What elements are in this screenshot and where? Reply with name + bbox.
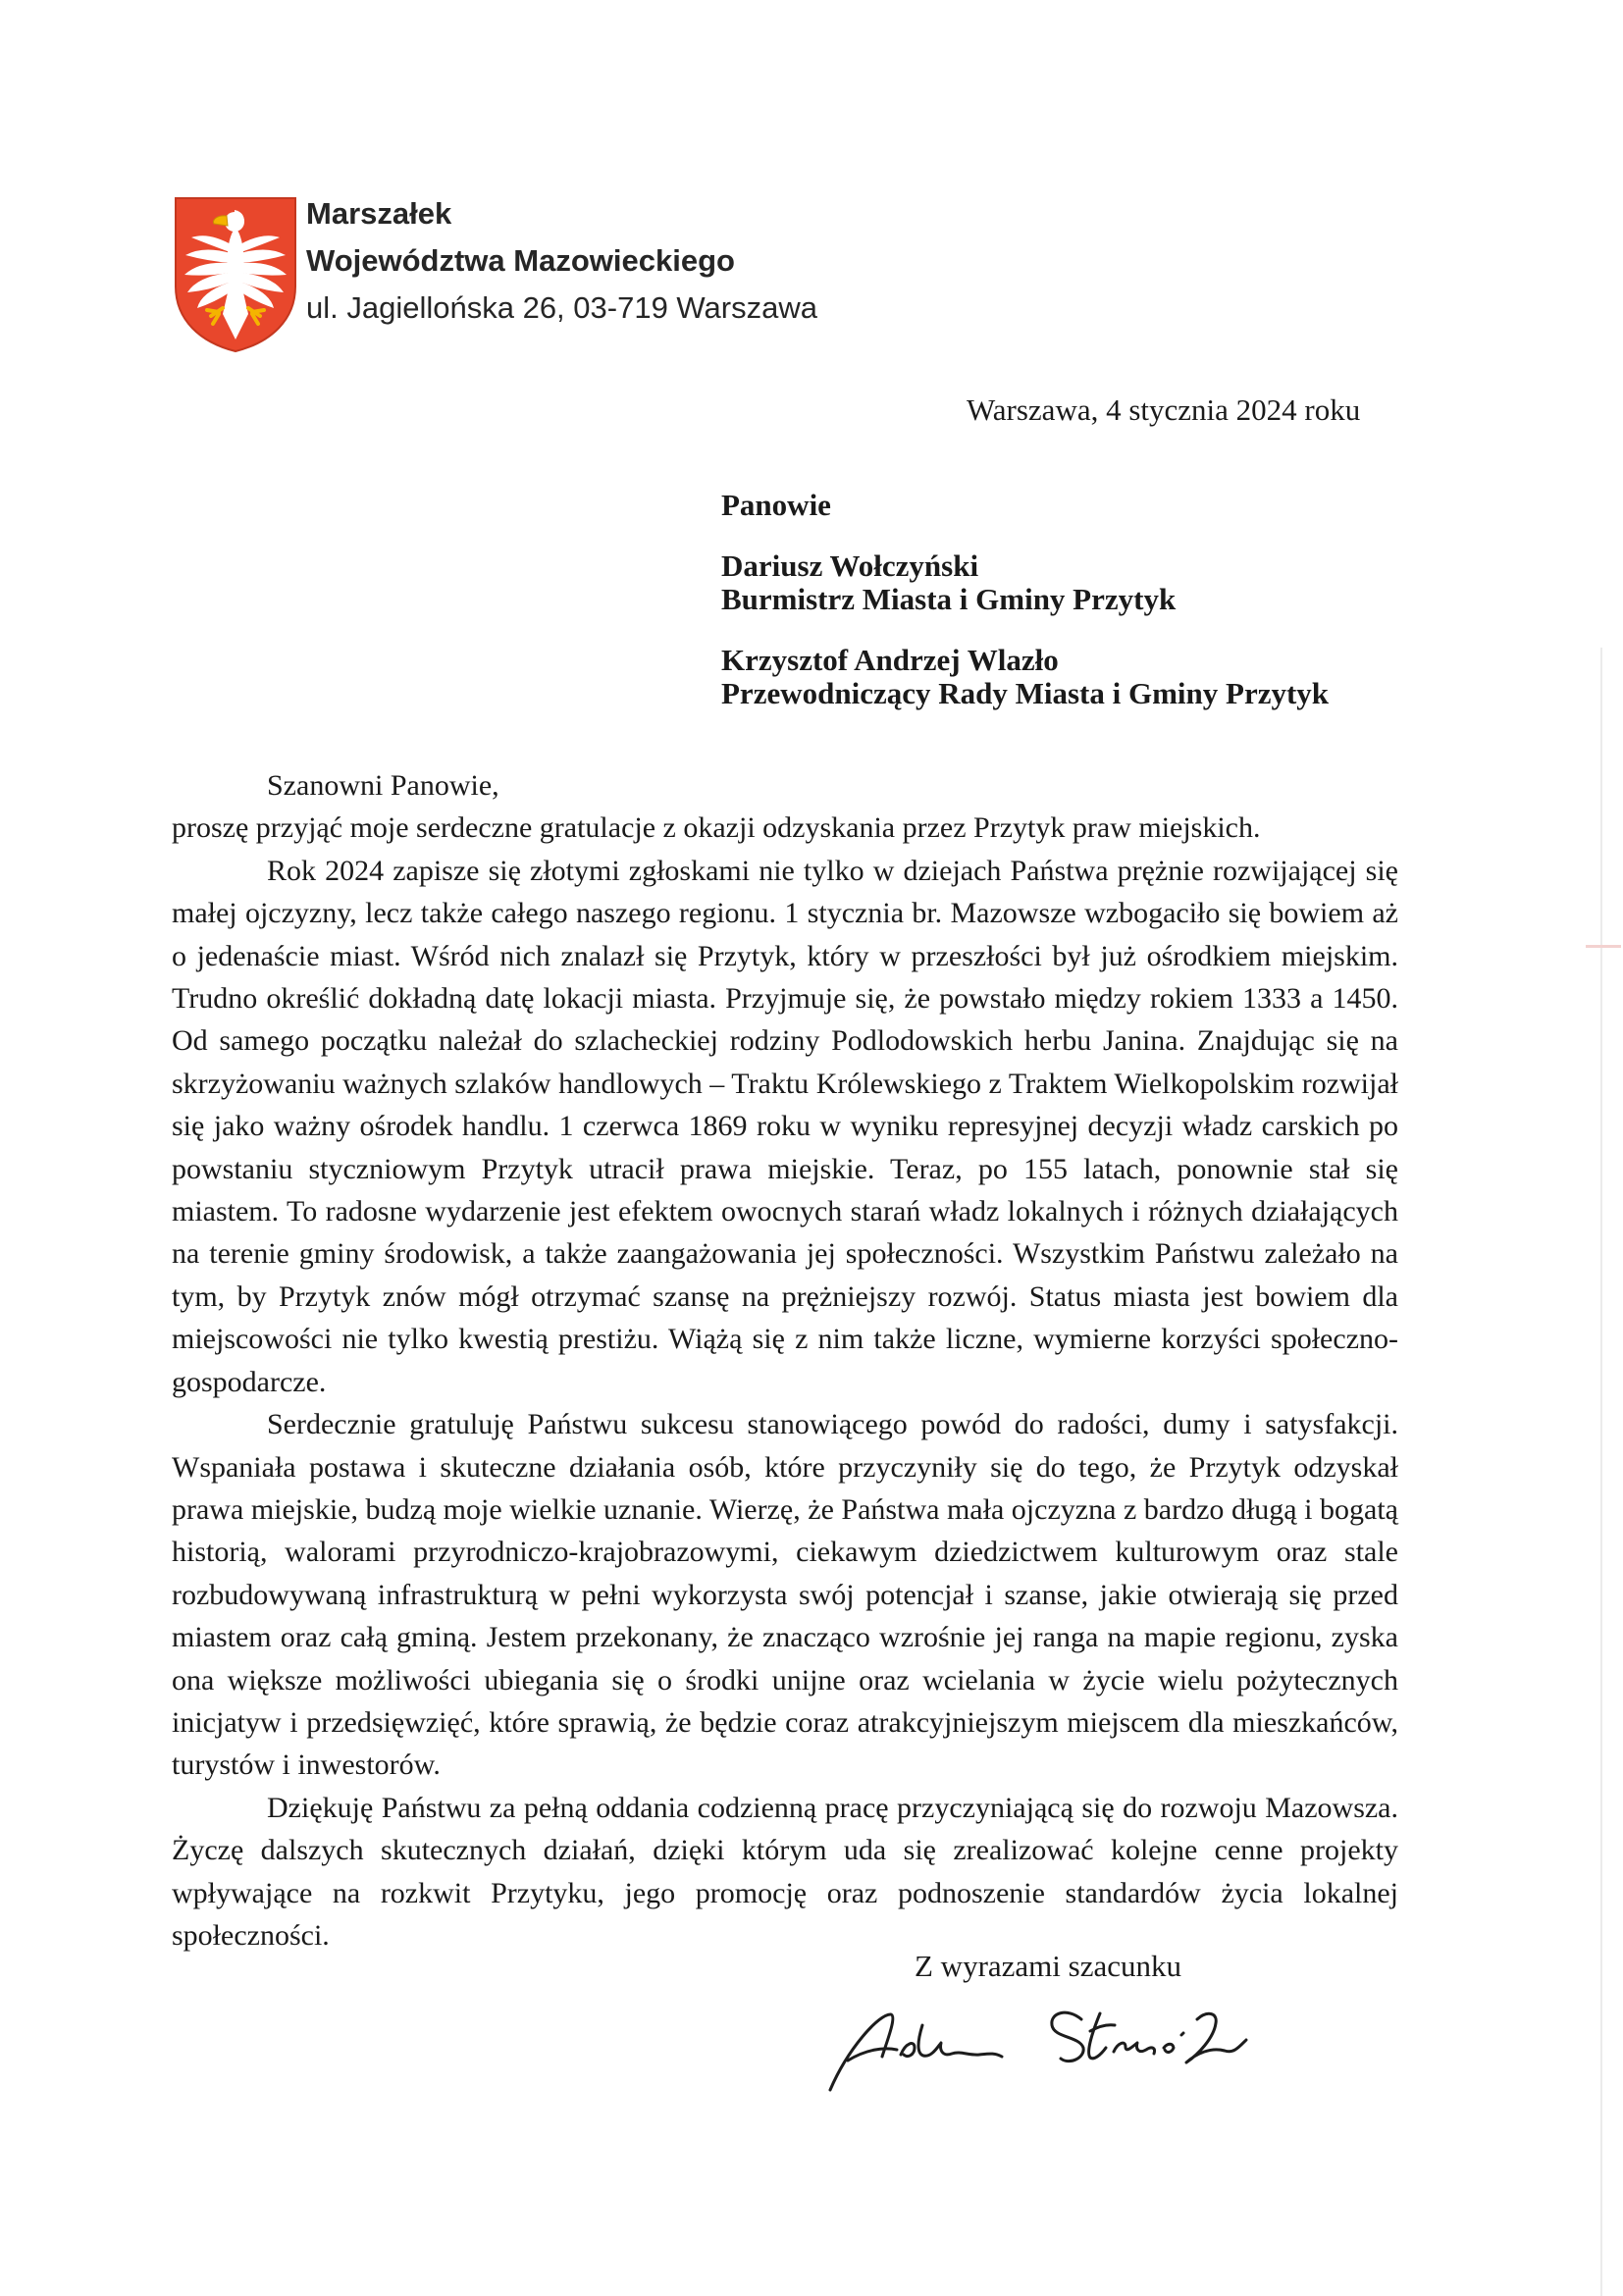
recipients-block [721, 489, 1329, 710]
letterhead-title-line1: Marszałek [306, 196, 452, 231]
letterhead-block [306, 190, 817, 332]
recipient-2-title: Przewodniczący Rady Miasta i Gminy Przytyk [721, 676, 1330, 710]
letter-body [172, 764, 1398, 1957]
paragraph-2: Rok 2024 zapisze się złotymi zgłoskami nie tylko w dziejach Państwa prężnie rozwijającej się małej ojczyzny, lecz także całego naszego regionu. 1 stycznia br. Mazowsze wzbogaciło się bowiem aż o jedenaście miast. Wśród nich znalazł się Przytyk, który w przeszłości był już ośrodkiem miejskim. Trudno określić dokładną datę lokacji miasta. Przyjmuje się, że powstało między rokiem 1333 a 1450. Od samego początku należał do szlacheckiej rodziny Podlodowskich herbu Janina. Znajdując się na skrzyżowaniu ważnych szlaków handlowych – Traktu Królewskiego z Traktem Wielkopolskim rozwijał się jako ważny ośrodek handlu. 1 czerwca 1869 roku w wyniku represyjnej decyzji władz carskich po powstaniu styczniowym Przytyk utracił prawa miejskie. Teraz, po 155 latach, ponownie stał się miastem. To radosne wydarzenie jest efektem owocnych starań władz lokalnych i różnych działających na terenie gminy środowisk, a także zaangażowania jej społeczności. Wszystkim Państwu zależało na tym, by Przytyk znów mógł otrzymać szansę na prężniejszy rozwój. Status miasta jest bowiem dla miejscowości nie tylko kwestią prestiżu. Wiążą się z nim także liczne, wymierne korzyści społeczno-gospodarcze. [172, 854, 1398, 1398]
handwritten-signature-icon [822, 1998, 1254, 2108]
recipient-2 [721, 644, 1329, 710]
paragraph-4: Dziękuję Państwu za pełną oddania codzienną pracę przyczyniającą się do rozwoju Mazowsza. Życzę dalszych skutecznych działań, dzięki którym uda się zrealizować kolejne cenne projekty wpływające na rozkwit Przytyku, jego promocję oraz podnoszenie standardów życia lokalnej społeczności. [172, 1791, 1398, 1952]
letterhead-title-line2: Województwa Mazowieckiego [306, 243, 735, 278]
mazovia-coat-of-arms-icon [172, 194, 299, 355]
salutation-line: Szanowni Panowie, [267, 769, 499, 802]
recipient-2-name: Krzysztof Andrzej Wlazło [721, 643, 1059, 677]
recipient-1 [721, 549, 1329, 616]
closing-phrase: Z wyrazami szacunku [915, 1949, 1181, 1983]
recipient-1-title: Burmistrz Miasta i Gminy Przytyk [721, 582, 1177, 616]
scan-edge-artifact [1600, 648, 1602, 2296]
paragraph-1: proszę przyjąć moje serdeczne gratulacje z okazji odzyskania przez Przytyk praw miejskich. [172, 811, 1261, 845]
dateline: Warszawa, 4 stycznia 2024 roku [967, 392, 1361, 427]
recipient-1-name: Dariusz Wołczyński [721, 548, 979, 583]
fold-mark [1586, 945, 1621, 948]
letterhead-address: ul. Jagiellońska 26, 03-719 Warszawa [306, 290, 817, 325]
paragraph-3: Serdecznie gratuluję Państwu sukcesu stanowiącego powód do radości, dumy i satysfakcji. Wspaniała postawa i skuteczne działania osób, które przyczyniły się do tego, że Przytyk odzyskał prawa miejskie, budzą moje wielkie uznanie. Wierzę, że Państwa mała ojczyzna z bardzo długą i bogatą historią, walorami przyrodniczo-krajobrazowymi, ciekawym dziedzictwem kulturowym oraz stale rozbudowywaną infrastrukturą w pełni wykorzysta swój potencjał i szanse, jakie otwierają się przed miastem oraz całą gminą. Jestem przekonany, że znacząco wzrośnie jej ranga na mapie regionu, zyska ona większe możliwości ubiegania się o środki unijne oraz wcielania w życie wielu pożytecznych inicjatyw i przedsięwzięć, które sprawią, że będzie coraz atrakcyjniejszym miejscem dla mieszkańców, turystów i inwestorów. [172, 1408, 1398, 1782]
recipients-salutation-label: Panowie [721, 488, 831, 522]
